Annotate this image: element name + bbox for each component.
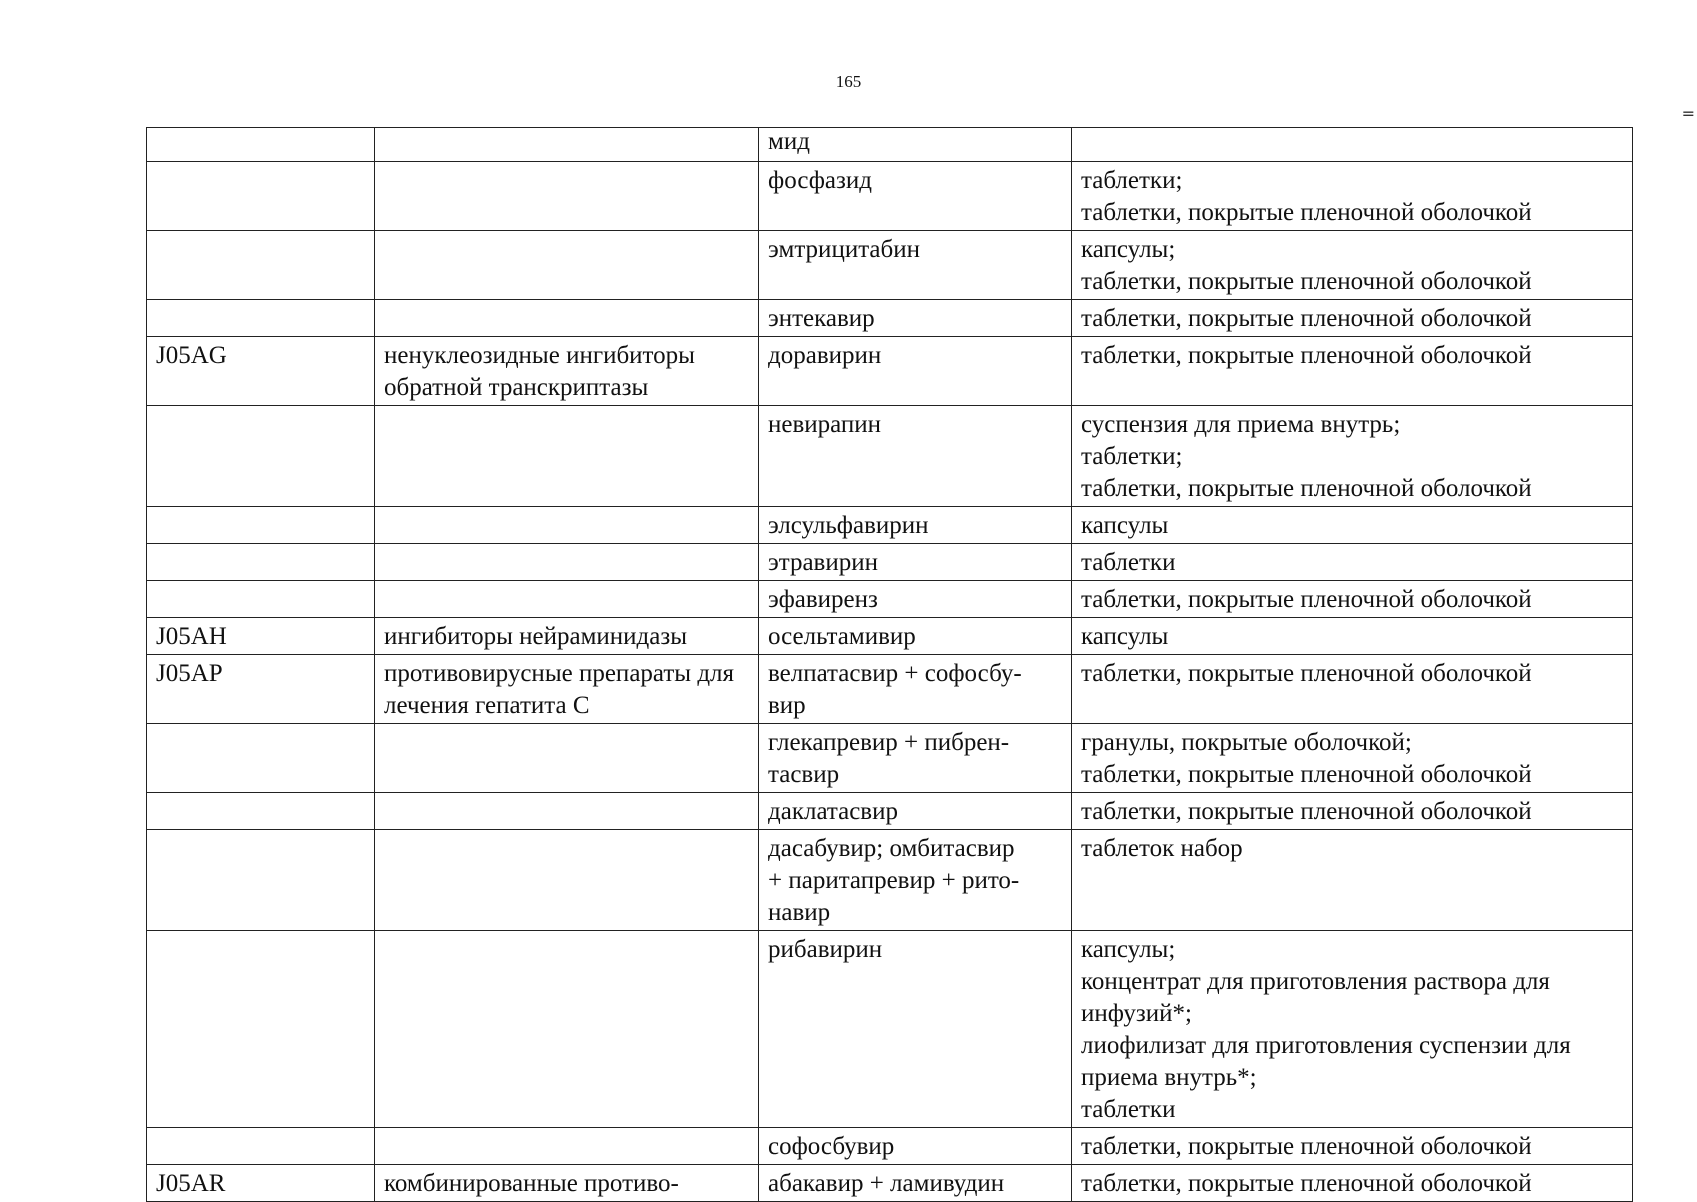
table-row [147,300,1633,337]
dosage-form-cell: капсулы; концентрат для приготовления раствора для инфузий*; лиофилизат для приготовления суспензии для приема внутрь*; таблетки [1072,931,1633,1128]
drug-name-cell: осельтамивир [759,618,1072,655]
dosage-form-cell: таблетки, покрытые пленочной оболочкой [1072,337,1633,406]
atc-code-cell [147,544,375,581]
table-row [147,655,1633,724]
atc-code-cell [147,128,375,162]
drug-table [146,127,1633,1202]
drug-name-cell: невирапин [759,406,1072,507]
group-cell: ненуклеозидные ингибиторы обратной транскриптазы [375,337,759,406]
dosage-form-cell: таблетки [1072,544,1633,581]
drug-name-cell: софосбувир [759,1128,1072,1165]
atc-code-cell: J05AG [147,337,375,406]
atc-code-cell [147,406,375,507]
dosage-form-cell: таблетки, покрытые пленочной оболочкой [1072,1165,1633,1202]
dosage-form-cell: таблетки, покрытые пленочной оболочкой [1072,793,1633,830]
drug-name-cell: эмтрицитабин [759,231,1072,300]
table-row [147,162,1633,231]
atc-code-cell [147,581,375,618]
group-cell: комбинированные противо- [375,1165,759,1202]
dosage-form-cell: таблеток набор [1072,830,1633,931]
dosage-form-cell: таблетки, покрытые пленочной оболочкой [1072,655,1633,724]
dosage-form-cell: капсулы; таблетки, покрытые пленочной оболочкой [1072,231,1633,300]
table-row [147,830,1633,931]
dosage-form-cell [1072,128,1633,162]
dosage-form-cell: таблетки, покрытые пленочной оболочкой [1072,300,1633,337]
group-cell [375,406,759,507]
group-cell [375,724,759,793]
drug-name-cell: элсульфавирин [759,507,1072,544]
table-row [147,128,1633,162]
dosage-form-cell: капсулы [1072,507,1633,544]
group-cell [375,1128,759,1165]
atc-code-cell [147,507,375,544]
drug-name-cell: фосфазид [759,162,1072,231]
table-row [147,507,1633,544]
group-cell: противовирусные препараты для лечения гепатита С [375,655,759,724]
dosage-form-cell: гранулы, покрытые оболочкой; таблетки, покрытые пленочной оболочкой [1072,724,1633,793]
group-cell [375,128,759,162]
table-row [147,793,1633,830]
table-row [147,544,1633,581]
atc-code-cell [147,1128,375,1165]
drug-name-cell: глекапревир + пибрен- тасвир [759,724,1072,793]
drug-name-cell: абакавир + ламивудин [759,1165,1072,1202]
group-cell [375,162,759,231]
atc-code-cell [147,231,375,300]
drug-name-cell: доравирин [759,337,1072,406]
atc-code-cell: J05AP [147,655,375,724]
table-row [147,724,1633,793]
group-cell [375,830,759,931]
dosage-form-cell: таблетки; таблетки, покрытые пленочной оболочкой [1072,162,1633,231]
group-cell [375,793,759,830]
atc-code-cell: J05AR [147,1165,375,1202]
group-cell [375,231,759,300]
table-row [147,337,1633,406]
atc-code-cell [147,300,375,337]
drug-name-cell: мид [759,128,1072,162]
table-row [147,231,1633,300]
dosage-form-cell: таблетки, покрытые пленочной оболочкой [1072,1128,1633,1165]
drug-name-cell: этравирин [759,544,1072,581]
table-row [147,618,1633,655]
atc-code-cell [147,793,375,830]
atc-code-cell [147,724,375,793]
group-cell: ингибиторы нейраминидазы [375,618,759,655]
table-row [147,406,1633,507]
table-row [147,1165,1633,1202]
atc-code-cell [147,830,375,931]
dosage-form-cell: таблетки, покрытые пленочной оболочкой [1072,581,1633,618]
dosage-form-cell: суспензия для приема внутрь; таблетки; таблетки, покрытые пленочной оболочкой [1072,406,1633,507]
drug-name-cell: дасабувир; омбитасвир + паритапревир + рито- навир [759,830,1072,931]
drug-name-cell: даклатасвир [759,793,1072,830]
atc-code-cell: J05AH [147,618,375,655]
group-cell [375,544,759,581]
drug-name-cell: велпатасвир + софосбу- вир [759,655,1072,724]
group-cell [375,581,759,618]
group-cell [375,300,759,337]
drug-name-cell: энтекавир [759,300,1072,337]
table-row [147,931,1633,1128]
edge-mark: = [1681,104,1695,123]
table-row [147,1128,1633,1165]
dosage-form-cell: капсулы [1072,618,1633,655]
drug-name-cell: эфавиренз [759,581,1072,618]
drug-name-cell: рибавирин [759,931,1072,1128]
atc-code-cell [147,931,375,1128]
page-number: 165 [835,72,862,91]
table-row [147,581,1633,618]
group-cell [375,931,759,1128]
atc-code-cell [147,162,375,231]
group-cell [375,507,759,544]
